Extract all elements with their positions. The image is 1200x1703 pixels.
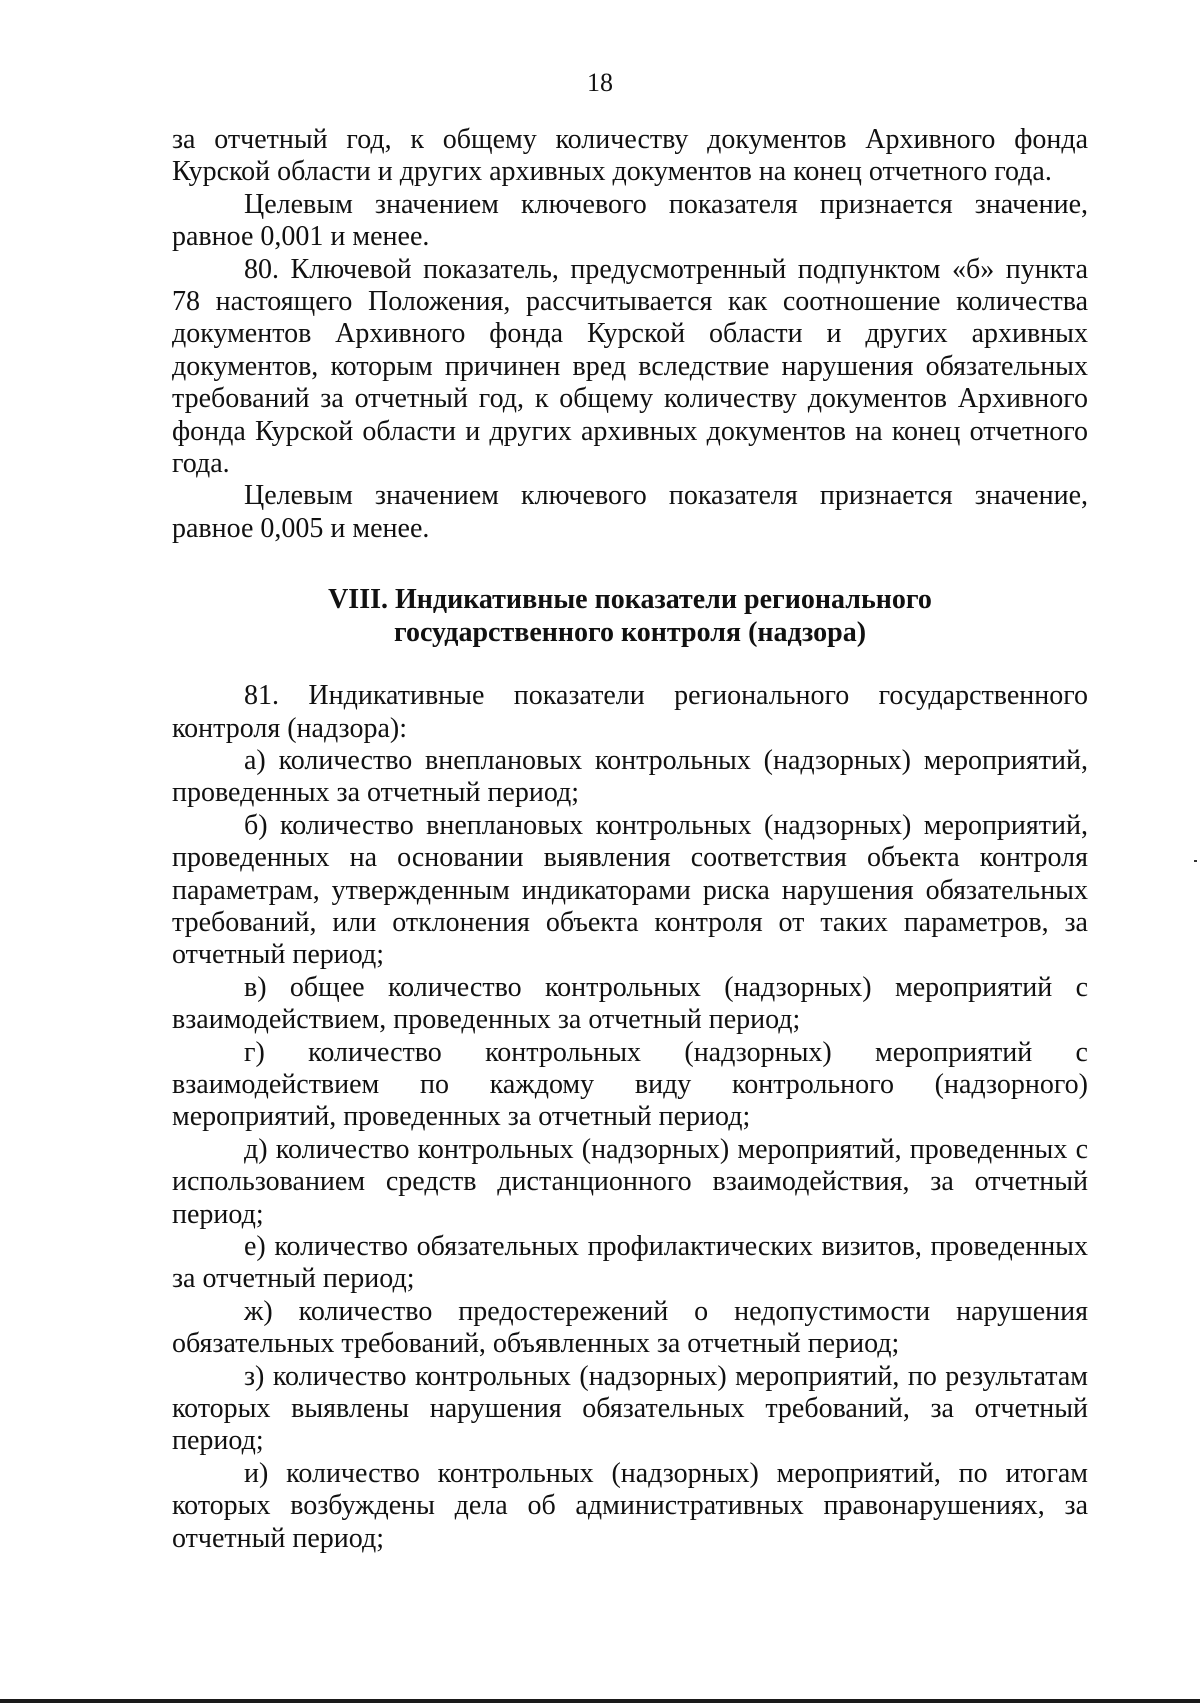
list-item-i: и) количество контрольных (надзорных) мероприятий, по итогам которых возбуждены дела об административных правонарушениях, за отчетный период;: [172, 1457, 1088, 1554]
list-item-e: е) количество обязательных профилактических визитов, проведенных за отчетный период;: [172, 1231, 1088, 1295]
list-item-b: б) количество внеплановых контрольных (надзорных) мероприятий, проведенных на основании выявления соответствия объекта контроля параметрам, утвержденным индикаторами риска нарушения обязательных требований, или отклонения объекта контроля от таких параметров, за отчетный период;: [172, 809, 1088, 971]
paragraph-clause-80: 80. Ключевой показатель, предусмотренный подпунктом «б» пункта 78 настоящего Положения, рассчитывается как соотношение количества документов Архивного фонда Курской области и других архивных документов, которым причинен вред вследствие нарушения обязательных требований за отчетный год, к общему количеству документов Архивного фонда Курской области и других архивных документов на конец отчетного года.: [172, 253, 1088, 480]
list-item-a: а) количество внеплановых контрольных (надзорных) мероприятий, проведенных за отчетный период;: [172, 744, 1088, 809]
page-number: 18: [587, 68, 613, 97]
list-item-g: г) количество контрольных (надзорных) мероприятий с взаимодействием по каждому виду контрольного (надзорного) мероприятий, проведенных за отчетный период;: [172, 1036, 1088, 1133]
document-body: [172, 124, 1088, 1555]
list-item-z: з) количество контрольных (надзорных) мероприятий, по результатам которых выявлены нарушения обязательных требований, за отчетный период;: [172, 1360, 1088, 1457]
paragraph-continuation: за отчетный год, к общему количеству документов Архивного фонда Курской области и других архивных документов на конец отчетного года.: [172, 124, 1088, 188]
list-item-v: в) общее количество контрольных (надзорных) мероприятий с взаимодействием, проведенных за отчетный период;: [172, 971, 1088, 1036]
section-heading-line-1: VIII. Индикативные показатели регионального: [328, 584, 932, 616]
scan-bottom-edge: [0, 1699, 1200, 1703]
section-heading-line-2: государственного контроля (надзора): [393, 616, 867, 648]
paragraph-target-value-1: Целевым значением ключевого показателя признается значение, равное 0,001 и менее.: [172, 188, 1088, 253]
paragraph-target-value-2: Целевым значением ключевого показателя признается значение, равное 0,005 и менее.: [172, 480, 1088, 544]
section-heading: [172, 584, 1088, 649]
list-item-zh: ж) количество предостережений о недопустимости нарушения обязательных требований, объявленных за отчетный период;: [172, 1295, 1088, 1360]
list-item-d: д) количество контрольных (надзорных) мероприятий, проведенных с использованием средств дистанционного взаимодействия, за отчетный период;: [172, 1133, 1088, 1230]
scan-artifact: [1194, 860, 1197, 862]
paragraph-clause-81: 81. Индикативные показатели регионального государственного контроля (надзора):: [172, 680, 1088, 744]
